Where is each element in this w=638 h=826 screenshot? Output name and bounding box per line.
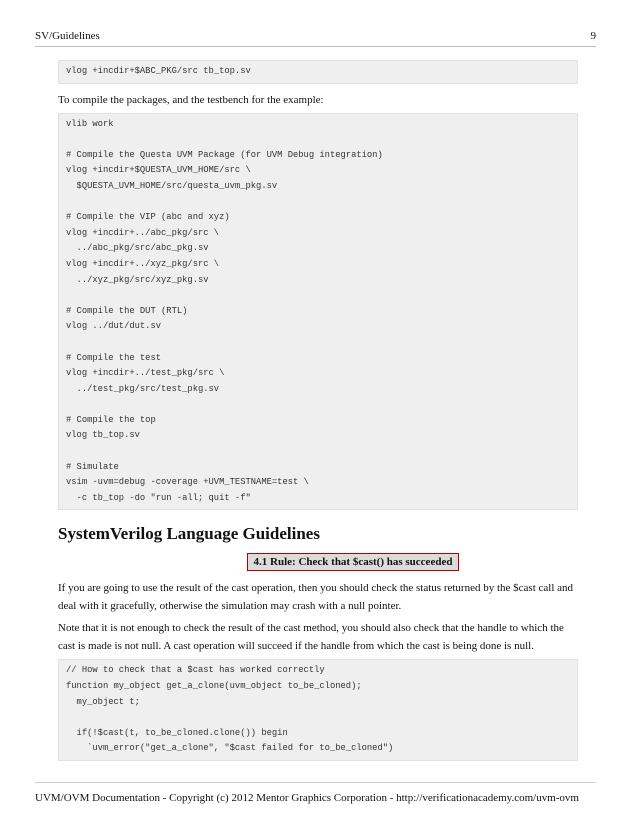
code-line xyxy=(66,288,570,304)
code-line: vlog tb_top.sv xyxy=(66,430,140,441)
code-line: # Compile the test xyxy=(66,352,162,363)
code-line: # Compile the top xyxy=(66,414,156,425)
rule-label: 4.1 Rule: Check that $cast() has succeeded xyxy=(247,553,460,571)
code-line: vsim -uvm=debug -coverage +UVM_TESTNAME=test \ xyxy=(66,477,309,488)
rule-container xyxy=(58,552,578,571)
code-line: vlog ../dut/dut.sv xyxy=(66,321,162,332)
code-line xyxy=(66,132,570,148)
footer-text: UVM/OVM Documentation - Copyright (c) 2012 Mentor Graphics Corporation - http://verificationacademy.com/uvm-ovm xyxy=(35,792,579,804)
code-line: my_object t; xyxy=(66,696,140,707)
code-line: ../abc_pkg/src/abc_pkg.sv xyxy=(66,243,209,254)
code-line: # Compile the Questa UVM Package (for UVM Debug integration) xyxy=(66,149,383,160)
code-line: vlog +incdir+$QUESTA_UVM_HOME/src \ xyxy=(66,165,251,176)
code-line: `uvm_error("get_a_clone", "$cast failed for to_be_cloned") xyxy=(66,743,394,754)
code-line: function my_object get_a_clone(uvm_object to_be_cloned); xyxy=(66,681,362,692)
code-line xyxy=(66,710,570,726)
code-line xyxy=(66,444,570,460)
null-handle-paragraph: Note that it is not enough to check the result of the cast method, you should also check that the handle to which the cast is made is not null. A cast operation will succeed if the handle from which the cast is being done is null. xyxy=(58,622,564,653)
code-line: # Compile the VIP (abc and xyz) xyxy=(66,212,230,223)
code-line: -c tb_top -do "run -all; quit -f" xyxy=(66,492,251,503)
code-line: vlog +incdir+$ABC_PKG/src tb_top.sv xyxy=(66,66,251,76)
code-line xyxy=(66,195,570,211)
section-heading: SystemVerilog Language Guidelines xyxy=(58,524,320,544)
code-line: vlib work xyxy=(66,118,114,129)
code-line: ../test_pkg/src/test_pkg.sv xyxy=(66,383,220,394)
cast-result-paragraph: If you are going to use the result of the cast operation, then you should check the status returned by the $cast call and deal with it gracefully, otherwise the simulation may crash with a null pointer. xyxy=(58,582,574,613)
code-line: $QUESTA_UVM_HOME/src/questa_uvm_pkg.sv xyxy=(66,180,278,191)
page-footer xyxy=(35,782,596,804)
code-line: # Compile the DUT (RTL) xyxy=(66,305,188,316)
code-line xyxy=(66,335,570,351)
code-block-vlog-top xyxy=(58,60,578,84)
page-content xyxy=(58,60,578,761)
header-title: SV/Guidelines xyxy=(35,30,100,42)
code-line: vlog +incdir+../abc_pkg/src \ xyxy=(66,227,220,238)
page-header xyxy=(35,30,596,47)
code-line: // How to check that a $cast has worked correctly xyxy=(66,665,325,676)
code-line: vlog +incdir+../test_pkg/src \ xyxy=(66,368,225,379)
code-line: # Simulate xyxy=(66,461,119,472)
code-line: vlog +incdir+../xyz_pkg/src \ xyxy=(66,258,220,269)
code-line: ../xyz_pkg/src/xyz_pkg.sv xyxy=(66,274,209,285)
code-line: if(!$cast(t, to_be_cloned.clone()) begin xyxy=(66,727,288,738)
code-line xyxy=(66,397,570,413)
compile-intro-paragraph: To compile the packages, and the testbench for the example: xyxy=(58,93,324,106)
page-number: 9 xyxy=(590,30,596,42)
code-block-cast-example xyxy=(58,659,578,761)
code-block-compile-script xyxy=(58,113,578,511)
